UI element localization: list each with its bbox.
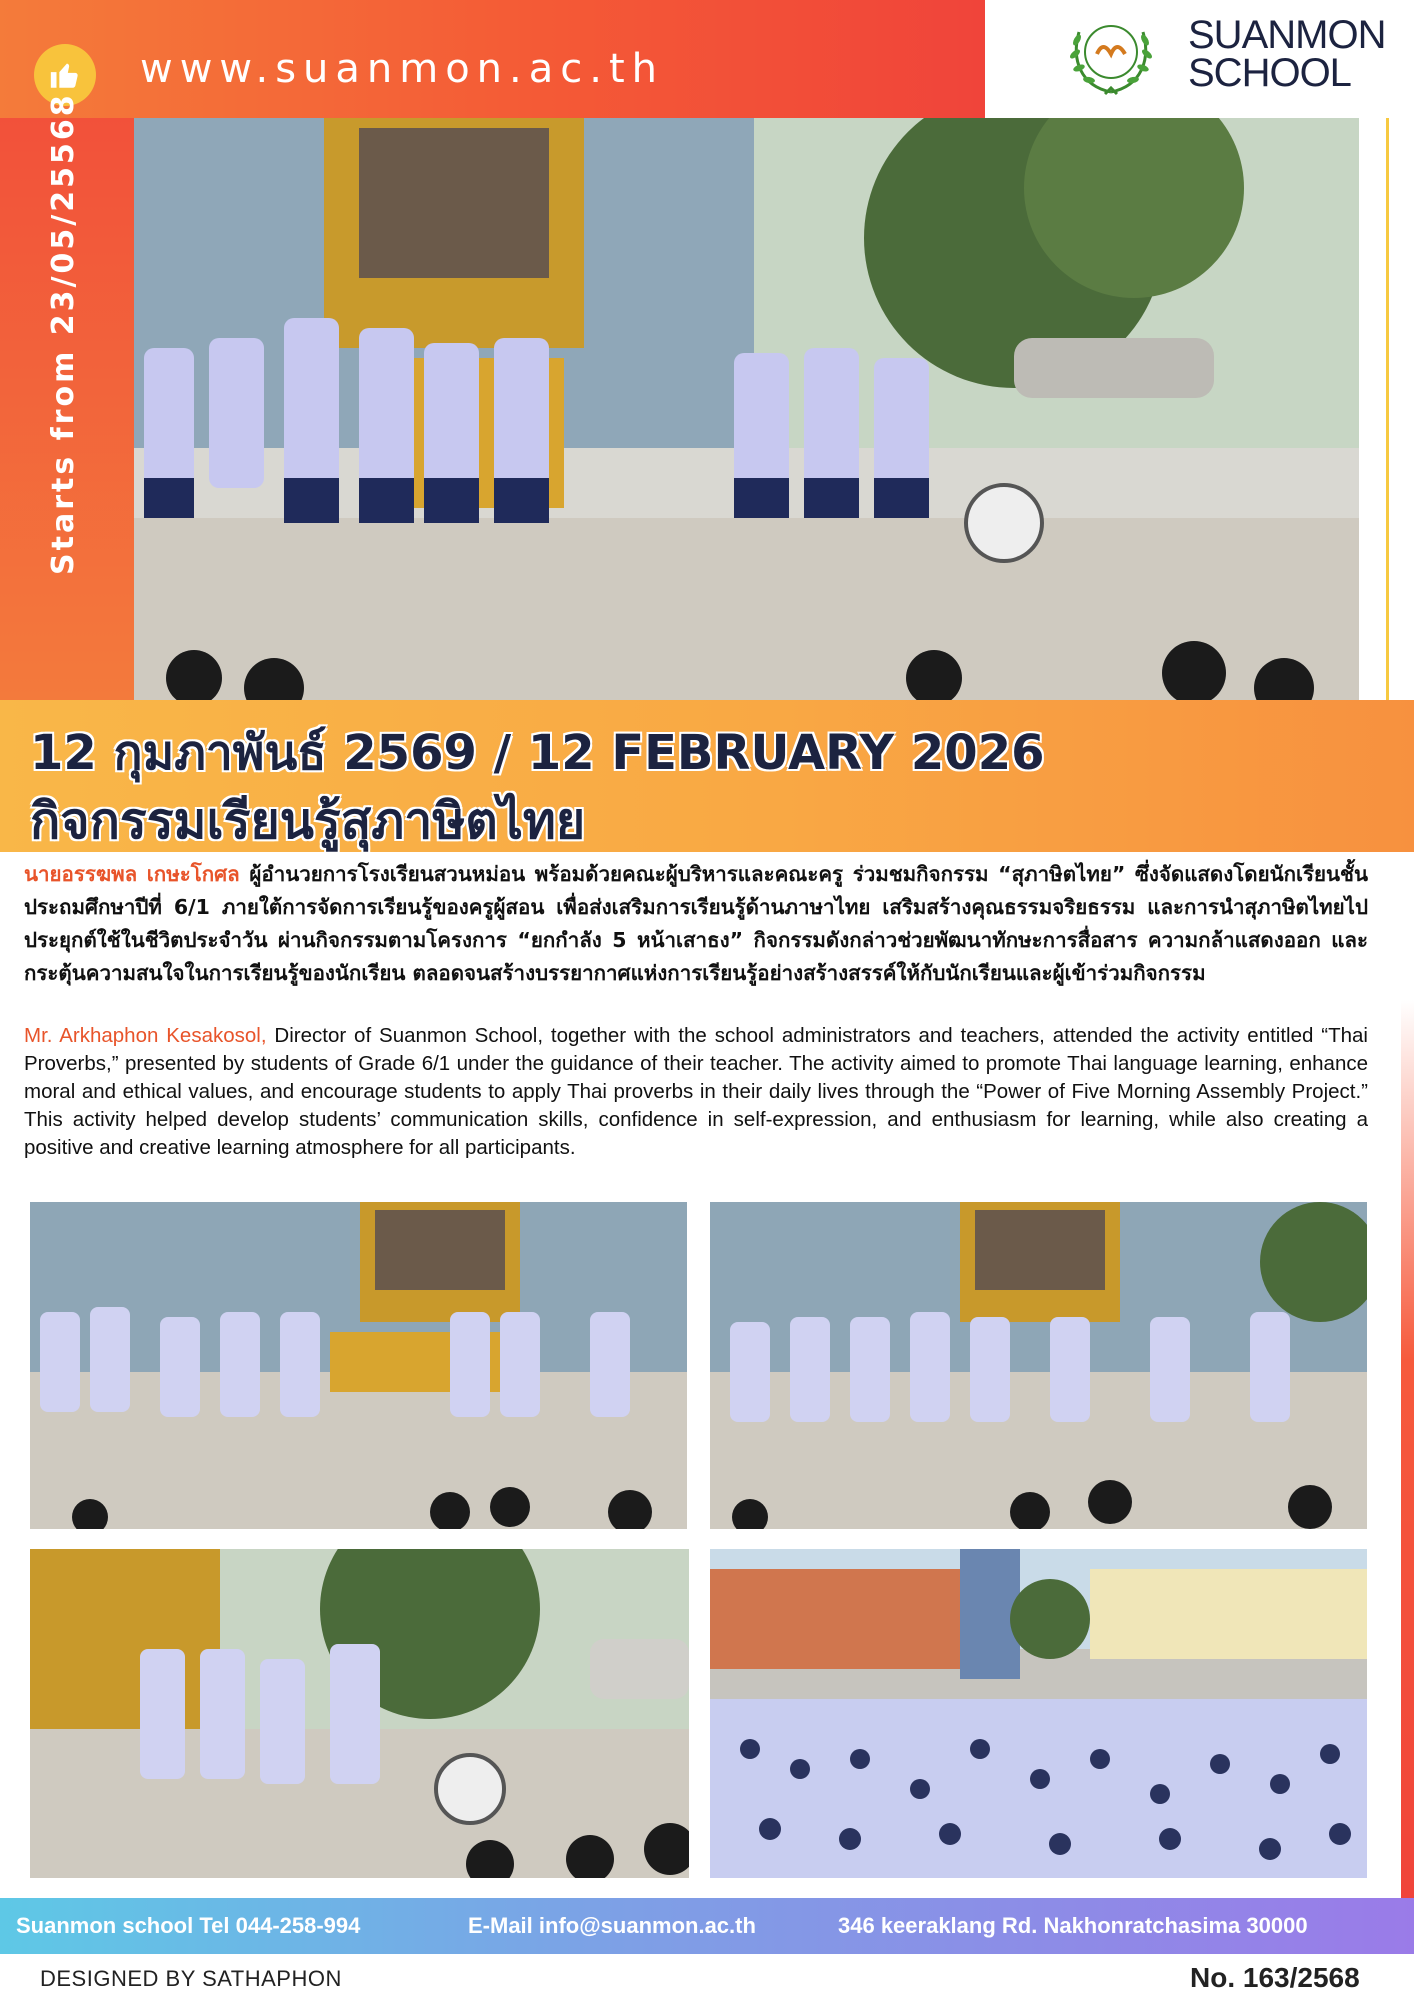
hero-photo (134, 118, 1359, 700)
footer-band (0, 1898, 1414, 1954)
school-name-line2: SCHOOL (1188, 51, 1351, 95)
school-name-line1: SUANMON (1188, 13, 1386, 57)
school-emblem-icon (1063, 10, 1159, 100)
designed-by: DESIGNED BY SATHAPHON (40, 1966, 342, 1991)
gallery-photo-3 (30, 1549, 689, 1878)
accent-line (1386, 118, 1389, 700)
website-url[interactable]: www.suanmon.ac.th (140, 46, 664, 92)
gallery-photo-4 (710, 1549, 1367, 1878)
starts-from-label: Starts from 23/05/25568 (46, 92, 81, 575)
right-accent-bar (1401, 1000, 1414, 1900)
thai-director-name: นายอรรฆพล เกษะโกศล (24, 862, 240, 886)
thai-paragraph (24, 858, 1368, 990)
date-title: 12 กุมภาพันธ์ 2569 / 12 FEBRUARY 2026 (30, 725, 1045, 781)
en-director-name: Mr. Arkhaphon Kesakosol, (24, 1024, 267, 1047)
footer-email[interactable]: E-Mail info@suanmon.ac.th (468, 1913, 756, 1938)
footer-address: 346 keeraklang Rd. Nakhonratchasima 30000 (838, 1913, 1308, 1938)
gallery-photo-1 (30, 1202, 687, 1529)
en-text: Director of Suanmon School, together with the school administrators and teachers, attended the activity entitled “Thai Proverbs,” presented by students of Grade 6/1 under the guidance of their teacher. The activity aimed to promote Thai language learning, enhance moral and ethical values, and encourage students to apply Thai proverbs in their daily lives through the “Power of Five Morning Assembly Project.” This activity helped develop students’ communication skills, confidence in self-expression, and enthusiasm for learning, while also creating a positive and creative learning atmosphere for all participants. (24, 1024, 1368, 1159)
gallery-photo-2 (710, 1202, 1367, 1529)
english-paragraph (24, 1022, 1368, 1162)
footer-school-tel: Suanmon school Tel 044-258-994 (16, 1913, 361, 1938)
thai-text: ผู้อำนวยการโรงเรียนสวนหม่อน พร้อมด้วยคณะผู้บริหารและคณะครู ร่วมชมกิจกรรม “สุภาษิตไทย” ซึ่งจัดแสดงโดยนักเรียนชั้นประถมศึกษาปีที่ 6/1 ภายใต้การจัดการเรียนรู้ของครูผู้สอน เพื่อส่งเสริมการเรียนรู้ด้านภาษาไทย เสริมสร้างคุณธรรมจริยธรรม และการนำสุภาษิตไทยไปประยุกต์ใช้ในชีวิตประจำวัน ผ่านกิจกรรมตามโครงการ “ยกกำลัง 5 หน้าเสาธง” กิจกรรมดังกล่าวช่วยพัฒนาทักษะการสื่อสาร ความกล้าแสดงออก และกระตุ้นความสนใจในการเรียนรู้ของนักเรียน ตลอดจนสร้างบรรยากาศแห่งการเรียนรู้อย่างสร้างสรรค์ให้กับนักเรียนและผู้เข้าร่วมกิจกรรม (24, 862, 1368, 985)
issue-number: No. 163/2568 (1190, 1962, 1360, 1993)
school-name (1188, 13, 1386, 95)
activity-title: กิจกรรมเรียนรู้สุภาษิตไทย (30, 792, 586, 850)
